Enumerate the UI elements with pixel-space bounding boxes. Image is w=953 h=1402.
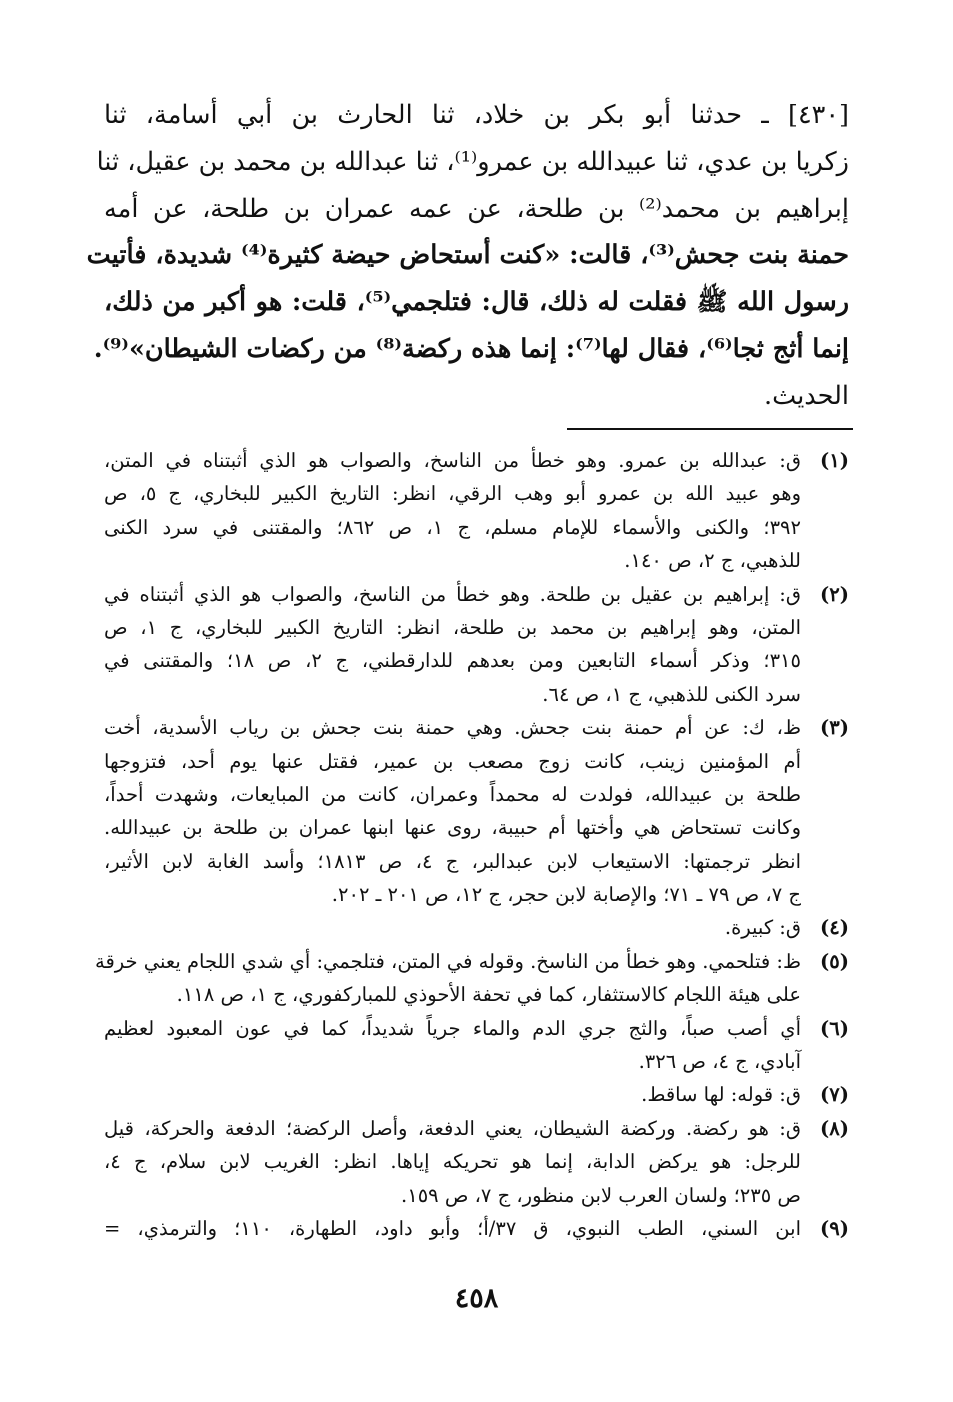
- footnote: [104, 1112, 849, 1212]
- footnote-number: (١): [820, 449, 849, 472]
- page-number: ٤٥٨: [454, 1283, 499, 1314]
- footnote-line: ٣١٥؛ وذكر أسماء التابعين ومن بعدهم للدارقطني، ج ٢، ص ١٨؛ والمقتنى في: [104, 649, 801, 673]
- footnote: [95, 945, 849, 1012]
- footnote: [104, 1012, 849, 1079]
- footnote-line: ق: إبراهيم بن عقيل بن طلحة. وهو خطأ من الناسخ، والصواب هو الذي أثبتناه في: [104, 582, 801, 606]
- footnote-line: أم المؤمنين زينب، كانت زوج مصعب بن عمير، فقتل عنها يوم أحد، فتزوجها: [104, 749, 801, 773]
- footnote-line: على هيئة اللجام كالاستثفار، كما في تحفة الأحوذي للمباركفوري، ج ١، ص ١١٨.: [176, 983, 801, 1007]
- footnote: [104, 1078, 849, 1111]
- footnote-line: ابن السني، الطب النبوي، ق ٣٧/أ؛ وأبو داود، الطهارة، ١١٠؛ والترمذي، =: [104, 1216, 801, 1240]
- hadith-line: [٤٣٠] ـ حدثنا أبو بكر بن خلاد، ثنا الحارث بن أبي أسامة، ثنا: [104, 100, 849, 130]
- footnote-line: وهو عبيد الله بن عمرو أبو وهب الرقي، انظر: التاريخ الكبير للبخاري، ج ٥، ص: [104, 482, 801, 506]
- footnote-number: (٣): [820, 716, 849, 740]
- hadith-line: زكريا بن عدي، ثنا عبيدالله بن عمرو⁽¹⁾، ثنا عبدالله بن محمد بن عقيل، ثنا: [96, 146, 849, 177]
- footnote-line: ٣٩٢؛ والكنى والأسماء للإمام مسلم، ج ١، ص ٨٦٢؛ والمقتنى في سرد الكنى: [104, 515, 801, 539]
- hadith-line: رسول الله ﷺ فقلت له ذلك، قال: فتلجمي⁽⁵⁾، قلت: هو أكبر من ذلك،: [104, 287, 850, 318]
- footnote-line: انظر ترجمتها: الاستيعاب لابن عبدالبر، ج ٤، ص ١٨١٣؛ وأسد الغابة لابن الأثير،: [104, 849, 801, 873]
- footnote-line: آبادي، ج ٤، ص ٣٢٦.: [638, 1050, 801, 1074]
- footnote-line: سرد الكنى للذهبي، ج ١، ص ٦٤.: [542, 682, 801, 706]
- footnote-line: المتن، وهو إبراهيم بن محمد بن طلحة، انظر: التاريخ الكبير للبخاري، ج ١، ص: [104, 615, 802, 639]
- footnote-line: ظ، ك: عن أم حمنة بنت جحش. وهي حمنة بنت جحش بن رياب الأسدية، أخت: [104, 716, 801, 740]
- footnote-number: (٨): [820, 1116, 849, 1140]
- footnote: [104, 711, 849, 911]
- hadith-line: إنما أثج ثجا⁽⁶⁾، فقال لها⁽⁷⁾: إنما هذه ركضة⁽⁸⁾ من ركضات الشيطان»⁽⁹⁾.: [93, 333, 849, 364]
- footnote-line: ج ٧، ص ٧٩ ـ ٧١؛ والإصابة لابن حجر، ج ١٢، ص ٢٠١ ـ ٢٠٢.: [331, 883, 801, 907]
- footnote-number: (٢): [820, 582, 849, 606]
- footnote-line: ظ: فتلحمي. وهو خطأ من الناسخ. وقوله في المتن، فتلجمي: أي شدي اللجام يعني خرقة: [95, 949, 801, 973]
- hadith-line: الحديث.: [764, 380, 849, 411]
- hadith-text: [86, 92, 850, 420]
- hadith-line: إبراهيم بن محمد⁽²⁾ بن طلحة، عن عمه عمران بن طلحة، عن أمه: [104, 193, 849, 224]
- footnote-number: (٥): [820, 949, 849, 973]
- footnote-line: ق: كبيرة.: [724, 916, 801, 940]
- footnote-line: ص ٢٣٥؛ ولسان العرب لابن منظور، ج ٧، ص ١٥٩.: [401, 1183, 801, 1207]
- footnote-number: (٦): [820, 1016, 849, 1040]
- footnote: [104, 911, 849, 944]
- footnote-line: ق: قوله: لها ساقط.: [641, 1083, 801, 1107]
- footnote-line: للرجل: هو يركض الدابة، إنما هو تحريكه إياها. انظر: الغريب لابن سلام، ج ٤،: [104, 1150, 801, 1174]
- footnote-divider: [567, 428, 853, 430]
- footnote: [104, 444, 849, 578]
- footnote-line: ق: هو ركضة. وركضة الشيطان، يعني الدفعة، وأصل الركضة؛ الدفعة والحركة، قيل: [104, 1116, 801, 1140]
- footnote-line: للذهبي، ج ٢، ص ١٤٠.: [624, 549, 801, 573]
- footnote-line: طلحة بن عبيدالله، فولدت له محمداً وعمران، كانت من المبايعات، وشهدت أحداً،: [104, 782, 801, 806]
- hadith-line: حمنة بنت جحش⁽³⁾، قالت: «كنت أستحاض حيضة كثيرة⁽⁴⁾ شديدة، فأتيت: [86, 240, 849, 271]
- footnote: [104, 1212, 849, 1245]
- footnote-number: (٤): [820, 916, 849, 940]
- footnote-line: أي أصب صباً، والثج جري الدم والماء جرياً شديداً، كما في عون المعبود لعظيم: [104, 1016, 801, 1040]
- footnote-number: (٩): [820, 1216, 849, 1240]
- footnote-line: وكانت تستحاض هي وأختها أم حبيبة، روى عنها ابنها عمران بن طلحة بن عبيدالله.: [104, 816, 801, 840]
- footnote-number: (٧): [820, 1083, 849, 1107]
- footnotes: [95, 444, 849, 1245]
- footnote: [104, 578, 849, 712]
- footnote-line: ق: عبدالله بن عمرو. وهو خطأ من الناسخ، والصواب هو الذي أثبتناه في المتن،: [104, 449, 801, 472]
